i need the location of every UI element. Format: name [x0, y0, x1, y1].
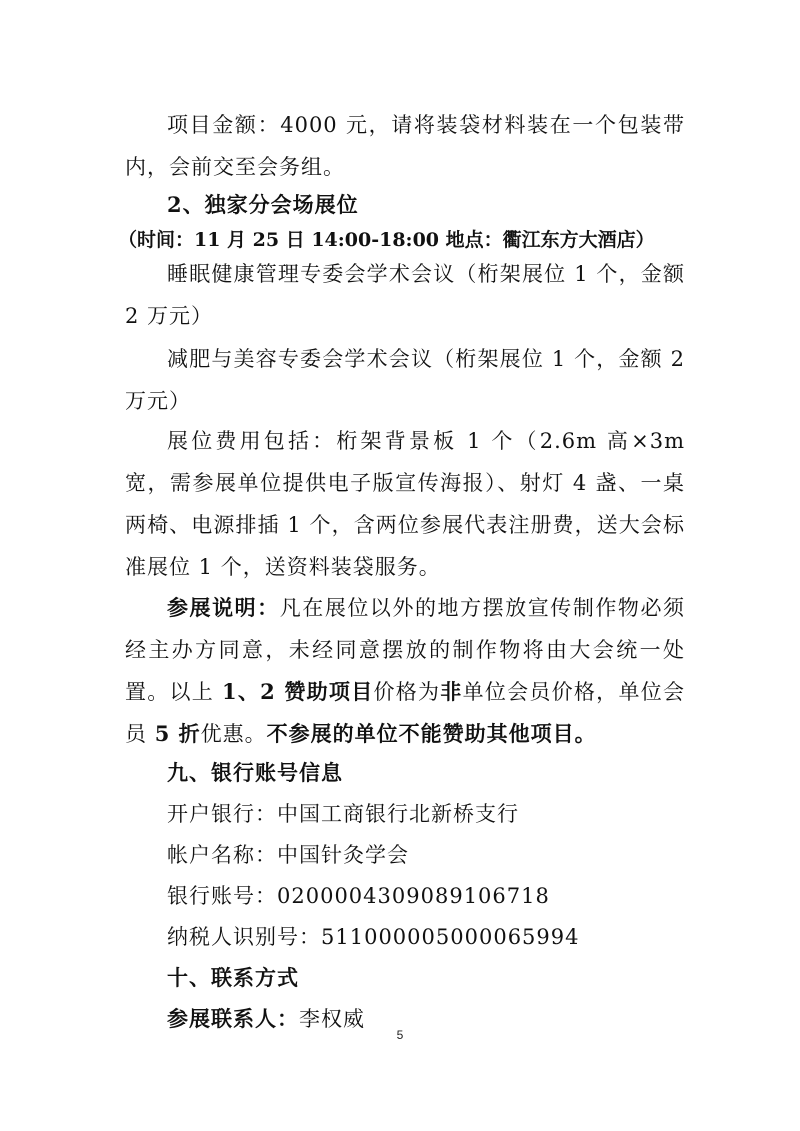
time-location-line: （时间：11 月 25 日 14:00-18:00 地点：衢江东方大酒店） — [118, 229, 655, 251]
notice-bold-3: 5 折 — [154, 721, 201, 746]
contact-label: 参展联系人： — [167, 1006, 299, 1031]
account-number-line: 银行账号：0200004309089106718 — [167, 884, 550, 908]
weight-beauty-paragraph: 减肥与美容专委会学术会议（桁架展位 1 个，金额 2 万元） — [125, 347, 685, 413]
notice-bold-4: 不参展的单位不能赞助其他项目。 — [266, 721, 597, 746]
notice-text-3: 单位会员价格，单位会员 — [125, 680, 685, 746]
notice-bold-1: 1、2 赞助项目 — [222, 679, 374, 704]
account-name-line: 帐户名称：中国针灸学会 — [167, 843, 409, 867]
booth-fee-paragraph: 展位费用包括：桁架背景板 1 个（2.6m 高×3m 宽，需参展单位提供电子版宣传海报）、射灯 4 盏、一桌两椅、电源排插 1 个，含两位参展代表注册费，送大会标准展位 1 个，送资料装袋服务。 — [125, 429, 685, 579]
exhibition-notice-paragraph — [125, 587, 685, 755]
notice-label: 参展说明： — [167, 595, 280, 620]
heading-contact: 十、联系方式 — [167, 965, 299, 990]
heading-bank-info: 九、银行账号信息 — [167, 760, 343, 785]
notice-text-1: 凡在展位以外的地方摆放宣传制作物必须经主办方同意，未经同意摆放的制作物将由大会统一处置。以上 — [125, 596, 686, 704]
notice-bold-2: 非 — [440, 679, 463, 704]
contact-name: 李权威 — [299, 1007, 365, 1031]
sleep-health-paragraph: 睡眠健康管理专委会学术会议（桁架展位 1 个，金额 2 万元） — [125, 262, 685, 328]
page-number: 5 — [396, 1028, 404, 1042]
amount-paragraph: 项目金额：4000 元，请将装袋材料装在一个包装带内，会前交至会务组。 — [125, 113, 685, 179]
bank-name-line: 开户银行：中国工商银行北新桥支行 — [167, 802, 519, 826]
notice-text-4: 优惠。 — [200, 722, 267, 746]
notice-text-2: 价格为 — [373, 680, 441, 704]
heading-exclusive-booth: 2、独家分会场展位 — [167, 192, 359, 217]
tax-id-line: 纳税人识别号：511000005000065994 — [167, 925, 580, 949]
